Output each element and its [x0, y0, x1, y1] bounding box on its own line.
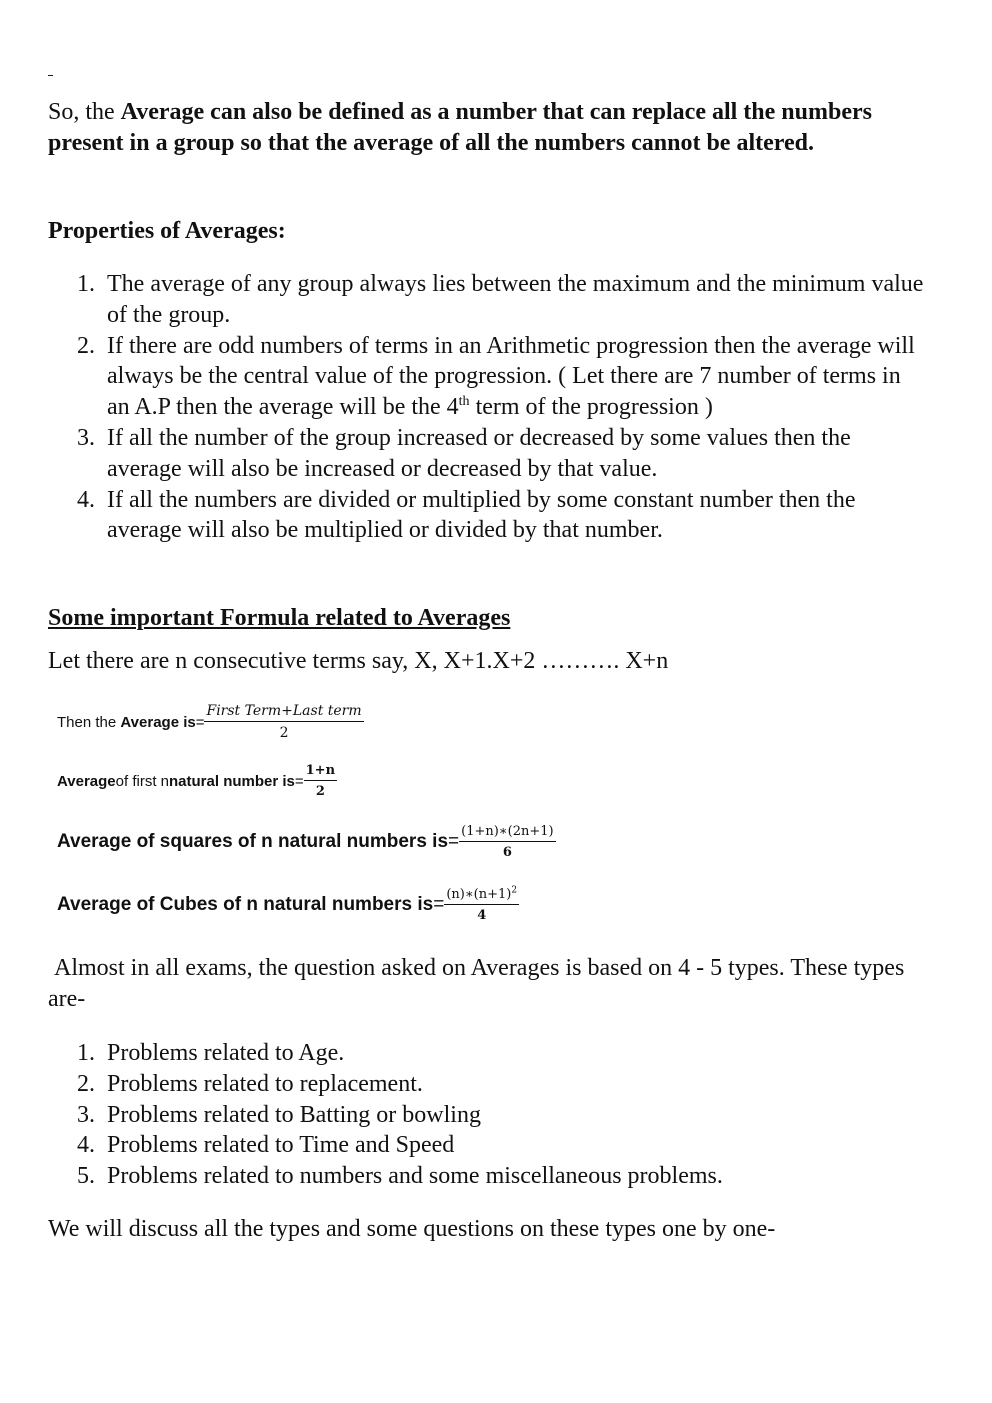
intro-paragraph	[48, 97, 928, 159]
formula-text: of first n	[115, 772, 170, 790]
consecutive-terms: Let there are n consecutive terms say, X, X+1.X+2 ………. X+n	[48, 648, 669, 674]
item-number: 4.	[77, 486, 95, 513]
closing-paragraph: We will discuss all the types and some questions on these types one by one-	[48, 1216, 776, 1242]
item-text: If all the number of the group increased or decreased by some values then the average will also be increased or decreased by that value.	[107, 424, 851, 482]
formula-text: =	[433, 894, 445, 915]
item-text: Problems related to Time and Speed	[107, 1132, 455, 1159]
item-text: Problems related to Age.	[107, 1040, 345, 1066]
superscript: 2	[511, 885, 518, 896]
list-item	[48, 1130, 928, 1161]
item-number: 3.	[77, 1101, 95, 1128]
list-item	[48, 331, 928, 423]
item-text: term of the progression )	[469, 394, 713, 421]
numerator: 1+n	[304, 763, 337, 781]
denominator: 2	[279, 725, 289, 741]
formula-text: Then the	[57, 713, 117, 731]
list-item	[48, 1161, 928, 1192]
item-text: If all the numbers are divided or multiplied by some constant number then the average will also be multiplied or divided by that number.	[107, 486, 856, 544]
formula-squares	[57, 824, 556, 860]
types-list	[48, 1038, 928, 1192]
top-link[interactable]: _	[48, 66, 53, 77]
intro-bold: Average can also be defined as a number that can replace all the numbers present in a group so that the average of all the numbers cannot be altered.	[48, 99, 872, 156]
formula-heading: Some important Formula related to Averages	[48, 605, 511, 631]
numerator: (n)∗(n+1)	[446, 887, 512, 902]
numerator: (1+n)∗(2n+1)	[459, 824, 555, 842]
item-text: Problems related to Batting or bowling	[107, 1101, 481, 1128]
item-number: 1.	[77, 271, 95, 297]
types-intro: Almost in all exams, the question asked on Averages is based on 4 - 5 types. These types are-	[48, 955, 911, 1012]
item-number: 3.	[77, 424, 95, 451]
formula-text: =	[294, 772, 304, 790]
list-item	[48, 1038, 928, 1069]
item-text: Problems related to numbers and some miscellaneous problems.	[107, 1163, 723, 1190]
item-number: 2.	[77, 332, 95, 359]
intro-prefix: So, the	[48, 99, 121, 125]
denominator: 6	[502, 845, 512, 860]
formula-text: Average is	[120, 713, 196, 731]
properties-list	[48, 269, 928, 546]
item-text: If there are odd numbers of terms in an Arithmetic progression then the average will always be the central value of the progression. ( Let there are 7 number of terms in an A.P then the average will be the 4	[107, 332, 915, 421]
formula-cubes	[57, 887, 519, 923]
item-number: 4.	[77, 1132, 95, 1159]
list-item	[48, 269, 928, 331]
denominator: 2	[315, 784, 325, 799]
formula-text: natural number is	[169, 772, 295, 790]
item-number: 2.	[77, 1070, 95, 1097]
denominator: 4	[477, 908, 487, 923]
properties-heading: Properties of Averages:	[48, 218, 286, 244]
formula-text: Average of squares of n natural numbers is	[57, 831, 449, 852]
list-item	[48, 423, 928, 485]
superscript: th	[458, 394, 470, 410]
list-item	[48, 1100, 928, 1131]
list-item	[48, 485, 928, 547]
item-number: 1.	[77, 1040, 95, 1066]
formula-text: Average of Cubes of n natural numbers is	[57, 894, 434, 915]
numerator: First Term+Last term	[204, 703, 363, 722]
formula-first-n	[57, 763, 337, 799]
item-number: 5.	[77, 1163, 95, 1190]
formula-text: Average	[57, 772, 116, 790]
list-item	[48, 1069, 928, 1100]
formula-text: =	[448, 831, 460, 852]
formula-text: =	[195, 713, 205, 731]
item-text: Problems related to replacement.	[107, 1070, 423, 1097]
formula-average	[57, 703, 364, 741]
item-text: The average of any group always lies between the maximum and the minimum value of the group.	[107, 271, 924, 328]
